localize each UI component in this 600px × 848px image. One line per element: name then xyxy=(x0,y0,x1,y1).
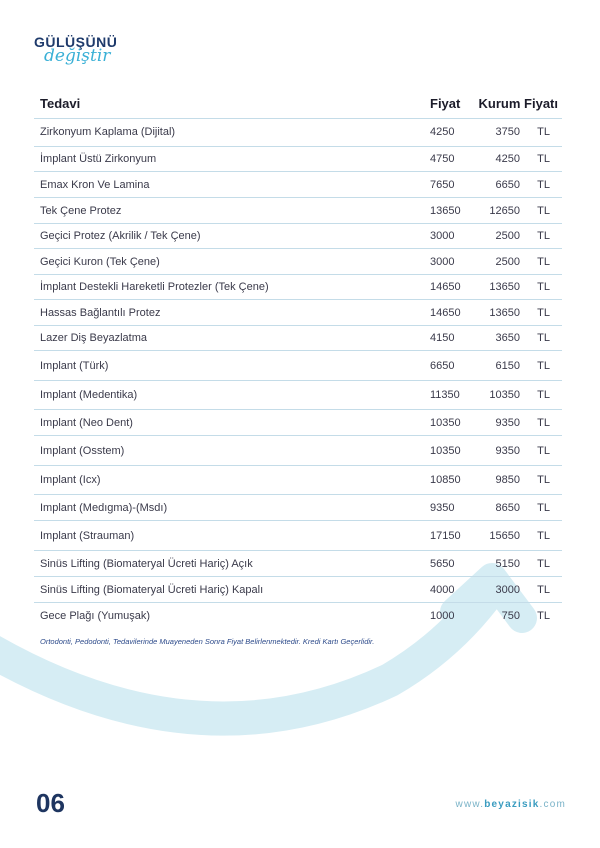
currency: TL xyxy=(537,332,550,344)
treatment-name: Implant (Neo Dent) xyxy=(40,416,133,429)
treatment-name: Implant (Medentika) xyxy=(40,389,138,401)
table-row xyxy=(34,300,562,326)
price: 14650 xyxy=(430,306,461,319)
price: 6650 xyxy=(430,359,455,372)
treatment-name: Geçici Protez (Akrilik / Tek Çene) xyxy=(40,230,201,242)
price: 10350 xyxy=(430,444,461,457)
treatment-name: Lazer Diş Beyazlatma xyxy=(40,332,147,344)
table-row xyxy=(34,381,562,410)
institution-price: 13650 xyxy=(489,281,520,293)
table-row xyxy=(34,275,562,300)
price: 4750 xyxy=(430,153,455,165)
table-row xyxy=(34,521,562,551)
price: 10850 xyxy=(430,474,461,486)
currency: TL xyxy=(537,230,550,242)
treatment-name: Implant (Strauman) xyxy=(40,529,135,542)
table-row xyxy=(34,198,562,224)
currency: TL xyxy=(537,204,550,217)
currency: TL xyxy=(537,557,550,570)
price: 4000 xyxy=(430,583,455,596)
institution-price: 2500 xyxy=(495,230,520,242)
website-url xyxy=(456,799,566,810)
web-suffix: .com xyxy=(539,799,566,810)
price: 7650 xyxy=(430,178,455,191)
table-row xyxy=(34,466,562,495)
table-row xyxy=(34,495,562,521)
treatment-name: İmplant Destekli Hareketli Protezler (Tek Çene) xyxy=(40,281,269,293)
treatment-name: Emax Kron Ve Lamina xyxy=(40,178,150,191)
currency: TL xyxy=(537,583,550,596)
treatment-name: Implant (Osstem) xyxy=(40,444,125,457)
price: 3000 xyxy=(430,230,455,242)
treatment-name: Sinüs Lifting (Biomateryal Ücreti Hariç) Kapalı xyxy=(40,583,264,596)
table-row xyxy=(34,326,562,351)
institution-price: 13650 xyxy=(489,306,520,319)
page-number: 06 xyxy=(36,788,65,818)
currency: TL xyxy=(537,389,550,401)
price: 13650 xyxy=(430,204,461,217)
currency: TL xyxy=(537,474,550,486)
table-row xyxy=(34,147,562,172)
currency: TL xyxy=(537,306,550,319)
institution-price: 8650 xyxy=(495,501,520,514)
header-price: Fiyat xyxy=(430,96,461,111)
treatment-name: Geçici Kuron (Tek Çene) xyxy=(40,255,160,268)
treatment-name: İmplant Üstü Zirkonyum xyxy=(40,153,157,165)
currency: TL xyxy=(537,359,550,372)
price: 3000 xyxy=(430,255,455,268)
currency: TL xyxy=(537,501,550,514)
table-row xyxy=(34,436,562,466)
currency: TL xyxy=(537,529,550,542)
web-prefix: www. xyxy=(455,799,485,810)
currency: TL xyxy=(537,609,550,622)
treatment-name: Implant (Icx) xyxy=(40,474,101,486)
institution-price: 4250 xyxy=(495,153,520,165)
institution-price: 750 xyxy=(501,609,520,622)
currency: TL xyxy=(537,126,550,138)
table-header xyxy=(34,88,562,119)
footnote: Ortodonti, Pedodonti, Tedavilerinde Muayeneden Sonra Fiyat Belirlenmektedir. Kredi Kartı Geçerlidir. xyxy=(40,637,375,646)
institution-price: 9350 xyxy=(495,444,520,457)
price: 9350 xyxy=(430,501,455,514)
header-institution-price: Kurum Fiyatı xyxy=(478,96,558,111)
table-row xyxy=(34,249,562,275)
treatment-name: Implant (Medıgma)-(Msdı) xyxy=(40,501,168,514)
table-row xyxy=(34,172,562,198)
institution-price: 3750 xyxy=(495,126,520,138)
price: 10350 xyxy=(430,416,461,429)
institution-price: 15650 xyxy=(489,529,520,542)
treatment-name: Hassas Bağlantılı Protez xyxy=(40,306,161,319)
table-row xyxy=(34,551,562,577)
table-row xyxy=(34,603,562,628)
currency: TL xyxy=(537,178,550,191)
institution-price: 5150 xyxy=(495,557,520,570)
table-row xyxy=(34,351,562,381)
institution-price: 9850 xyxy=(495,474,520,486)
price: 1000 xyxy=(430,609,455,622)
currency: TL xyxy=(537,255,550,268)
institution-price: 10350 xyxy=(489,389,520,401)
price: 11350 xyxy=(430,389,460,401)
treatment-name: Gece Plağı (Yumuşak) xyxy=(40,609,151,622)
price: 17150 xyxy=(430,529,461,542)
treatment-name: Tek Çene Protez xyxy=(40,204,122,217)
currency: TL xyxy=(537,153,550,165)
price: 4250 xyxy=(430,126,455,138)
treatment-name: Sinüs Lifting (Biomateryal Ücreti Hariç) Açık xyxy=(40,557,253,570)
currency: TL xyxy=(537,444,550,457)
institution-price: 12650 xyxy=(489,204,520,217)
currency: TL xyxy=(537,416,550,429)
institution-price: 2500 xyxy=(495,255,520,268)
logo-line2: değiştir xyxy=(44,46,111,66)
table-row xyxy=(34,577,562,603)
web-brand: beyazisik xyxy=(484,799,540,810)
institution-price: 6650 xyxy=(495,178,520,191)
treatment-name: Zirkonyum Kaplama (Dijital) xyxy=(40,126,176,138)
institution-price: 9350 xyxy=(495,416,520,429)
price: 4150 xyxy=(430,332,455,344)
institution-price: 3000 xyxy=(495,583,520,596)
price: 5650 xyxy=(430,557,455,570)
header-treatment: Tedavi xyxy=(40,96,81,111)
table-row xyxy=(34,224,562,249)
table-row xyxy=(34,410,562,436)
institution-price: 3650 xyxy=(495,332,520,344)
brand-logo xyxy=(34,34,117,66)
currency: TL xyxy=(537,281,550,293)
table-row xyxy=(34,118,562,147)
logo-line1: GÜLÜŞÜNÜ xyxy=(34,34,118,50)
treatment-name: Implant (Türk) xyxy=(40,359,109,372)
institution-price: 6150 xyxy=(495,359,520,372)
price: 14650 xyxy=(430,281,461,293)
